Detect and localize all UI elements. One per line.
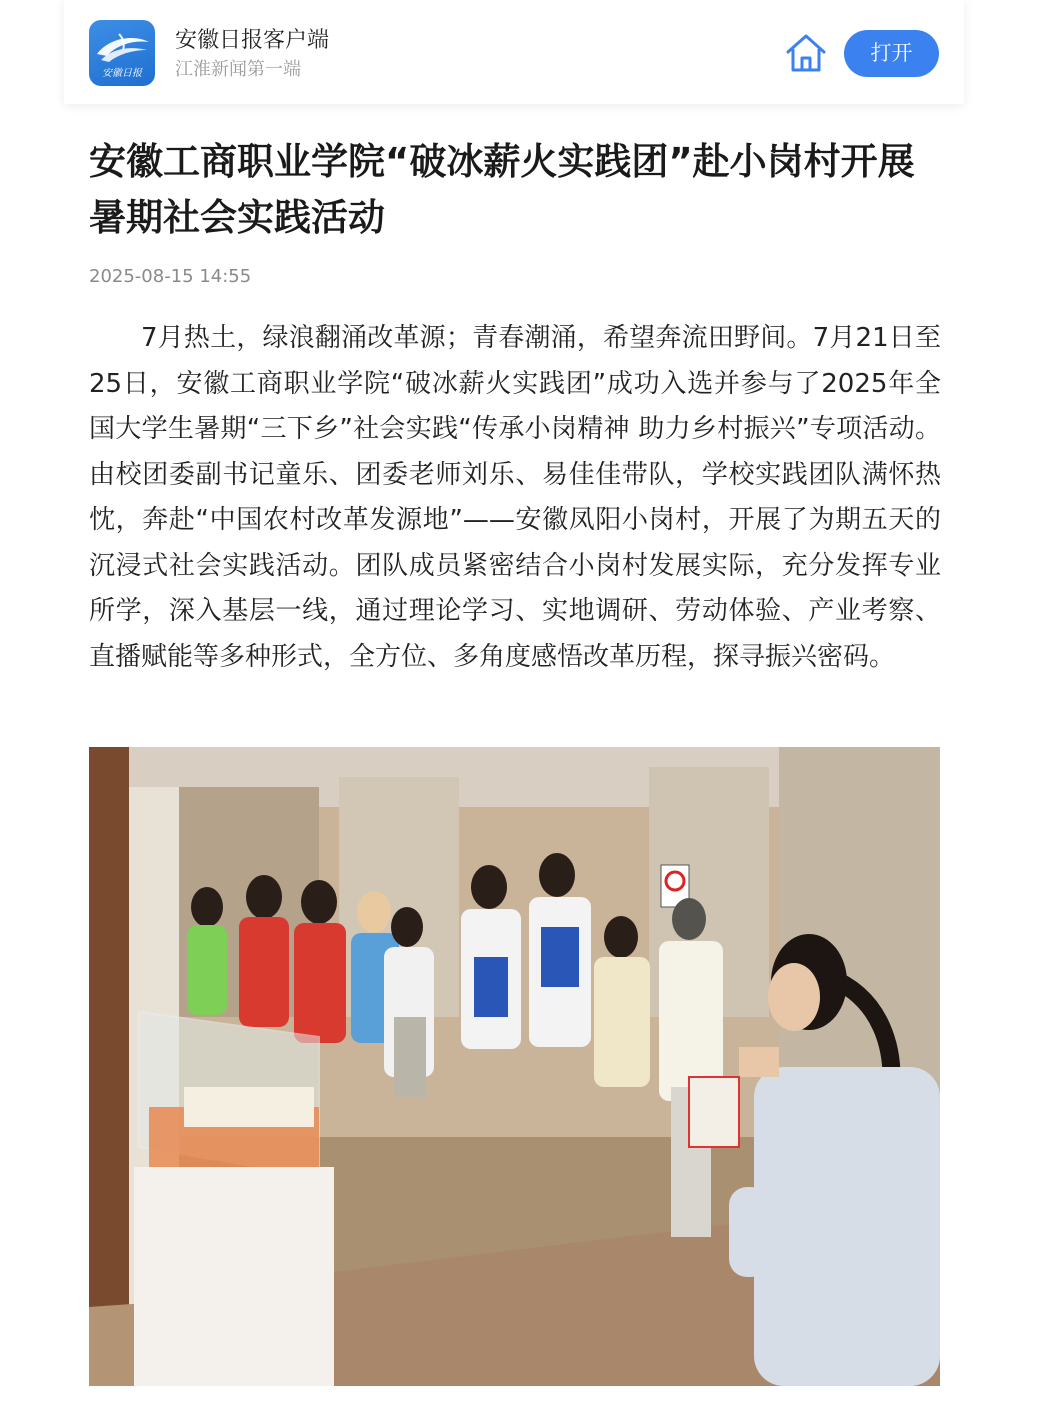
article-date: 2025-08-15 14:55 bbox=[89, 266, 252, 287]
logo-icon bbox=[89, 20, 155, 86]
open-app-button[interactable]: 打开 bbox=[844, 30, 939, 77]
article-title: 安徽工商职业学院“破冰薪火实践团”赴小岗村开展暑期社会实践活动 bbox=[89, 140, 915, 239]
app-banner bbox=[64, 0, 964, 104]
article-photo bbox=[89, 747, 940, 1386]
home-icon bbox=[784, 32, 828, 74]
app-logo bbox=[89, 20, 155, 86]
app-name: 安徽日报客户端 bbox=[175, 28, 330, 53]
home-button[interactable] bbox=[784, 32, 828, 74]
article-paragraph: 7月热土，绿浪翻涌改革源；青春潮涌，希望奔流田野间。7月21日至25日，安徽工商职业学院“破冰薪火实践团”成功入选并参与了2025年全国大学生暑期“三下乡”社会实践“传承小岗精神 助力乡村振兴”专项活动。由校团委副书记童乐、团委老师刘乐、易佳佳带队，学校实践团队满怀热忱，奔赴“中国农村改革发源地”——安徽凤阳小岗村，开展了为期五天的沉浸式社会实践活动。团队成员紧密结合小岗村发展实际，充分发挥专业所学，深入基层一线，通过理论学习、实地调研、劳动体验、产业考察、直播赋能等多种形式，全方位、多角度感悟改革历程，探寻振兴密码。 bbox=[89, 323, 941, 672]
svg-text:安徽日报: 安徽日报 bbox=[102, 68, 142, 79]
app-slogan: 江淮新闻第一端 bbox=[175, 59, 301, 80]
